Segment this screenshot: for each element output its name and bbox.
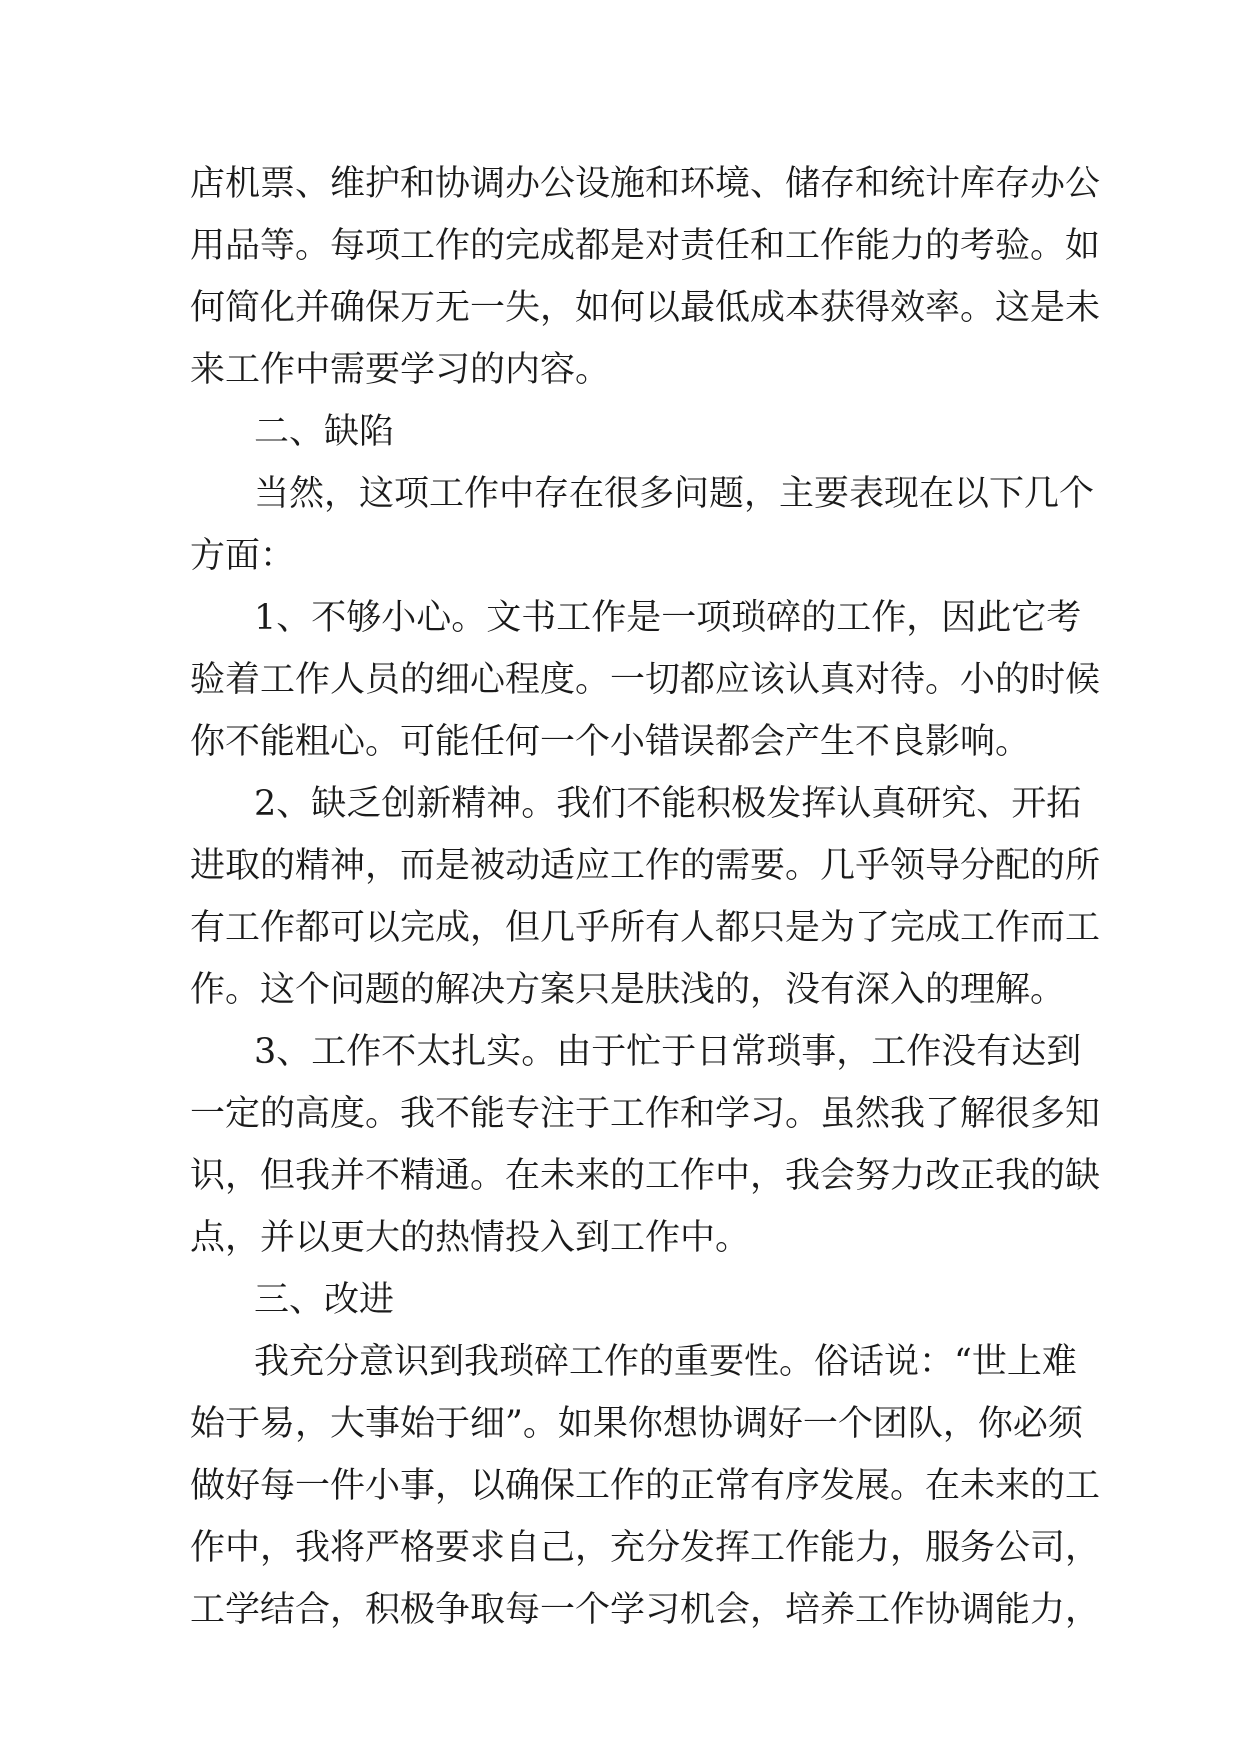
text-line: 2、缺乏创新精神。我们不能积极发挥认真研究、开拓 <box>254 784 1082 824</box>
text-line: 工学结合，积极争取每一个学习机会，培养工作协调能力， <box>190 1590 1101 1630</box>
text-line: 验着工作人员的细心程度。一切都应该认真对待。小的时候 <box>190 660 1101 700</box>
text-line: 作中，我将严格要求自己，充分发挥工作能力，服务公司， <box>190 1528 1101 1568</box>
text-line: 1、不够小心。文书工作是一项琐碎的工作，因此它考 <box>254 598 1082 638</box>
text-line: 三、改进 <box>254 1280 395 1320</box>
text-line: 我充分意识到我琐碎工作的重要性。俗话说：“世上难 <box>254 1342 1077 1382</box>
text-line: 识，但我并不精通。在未来的工作中，我会努力改正我的缺 <box>190 1156 1101 1196</box>
text-line: 来工作中需要学习的内容。 <box>190 350 611 390</box>
document-body <box>190 153 1101 1641</box>
text-line: 用品等。每项工作的完成都是对责任和工作能力的考验。如 <box>190 226 1101 266</box>
text-line: 进取的精神，而是被动适应工作的需要。几乎领导分配的所 <box>190 846 1101 886</box>
text-line: 方面： <box>190 536 296 576</box>
text-line: 始于易，大事始于细”。如果你想协调好一个团队，你必须 <box>190 1404 1083 1444</box>
text-line: 你不能粗心。可能任何一个小错误都会产生不良影响。 <box>190 722 1031 762</box>
text-line: 点，并以更大的热情投入到工作中。 <box>190 1218 751 1258</box>
text-line: 做好每一件小事，以确保工作的正常有序发展。在未来的工 <box>190 1466 1101 1506</box>
text-line: 有工作都可以完成，但几乎所有人都只是为了完成工作而工 <box>190 908 1101 948</box>
text-line: 何简化并确保万无一失，如何以最低成本获得效率。这是未 <box>190 288 1101 328</box>
text-line: 当然，这项工作中存在很多问题，主要表现在以下几个 <box>254 474 1095 514</box>
text-line: 一定的高度。我不能专注于工作和学习。虽然我了解很多知 <box>190 1094 1101 1134</box>
text-line: 二、缺陷 <box>254 412 395 452</box>
text-line: 作。这个问题的解决方案只是肤浅的，没有深入的理解。 <box>190 970 1066 1010</box>
text-line: 3、工作不太扎实。由于忙于日常琐事，工作没有达到 <box>254 1032 1082 1072</box>
text-line: 店机票、维护和协调办公设施和环境、储存和统计库存办公 <box>190 164 1101 204</box>
